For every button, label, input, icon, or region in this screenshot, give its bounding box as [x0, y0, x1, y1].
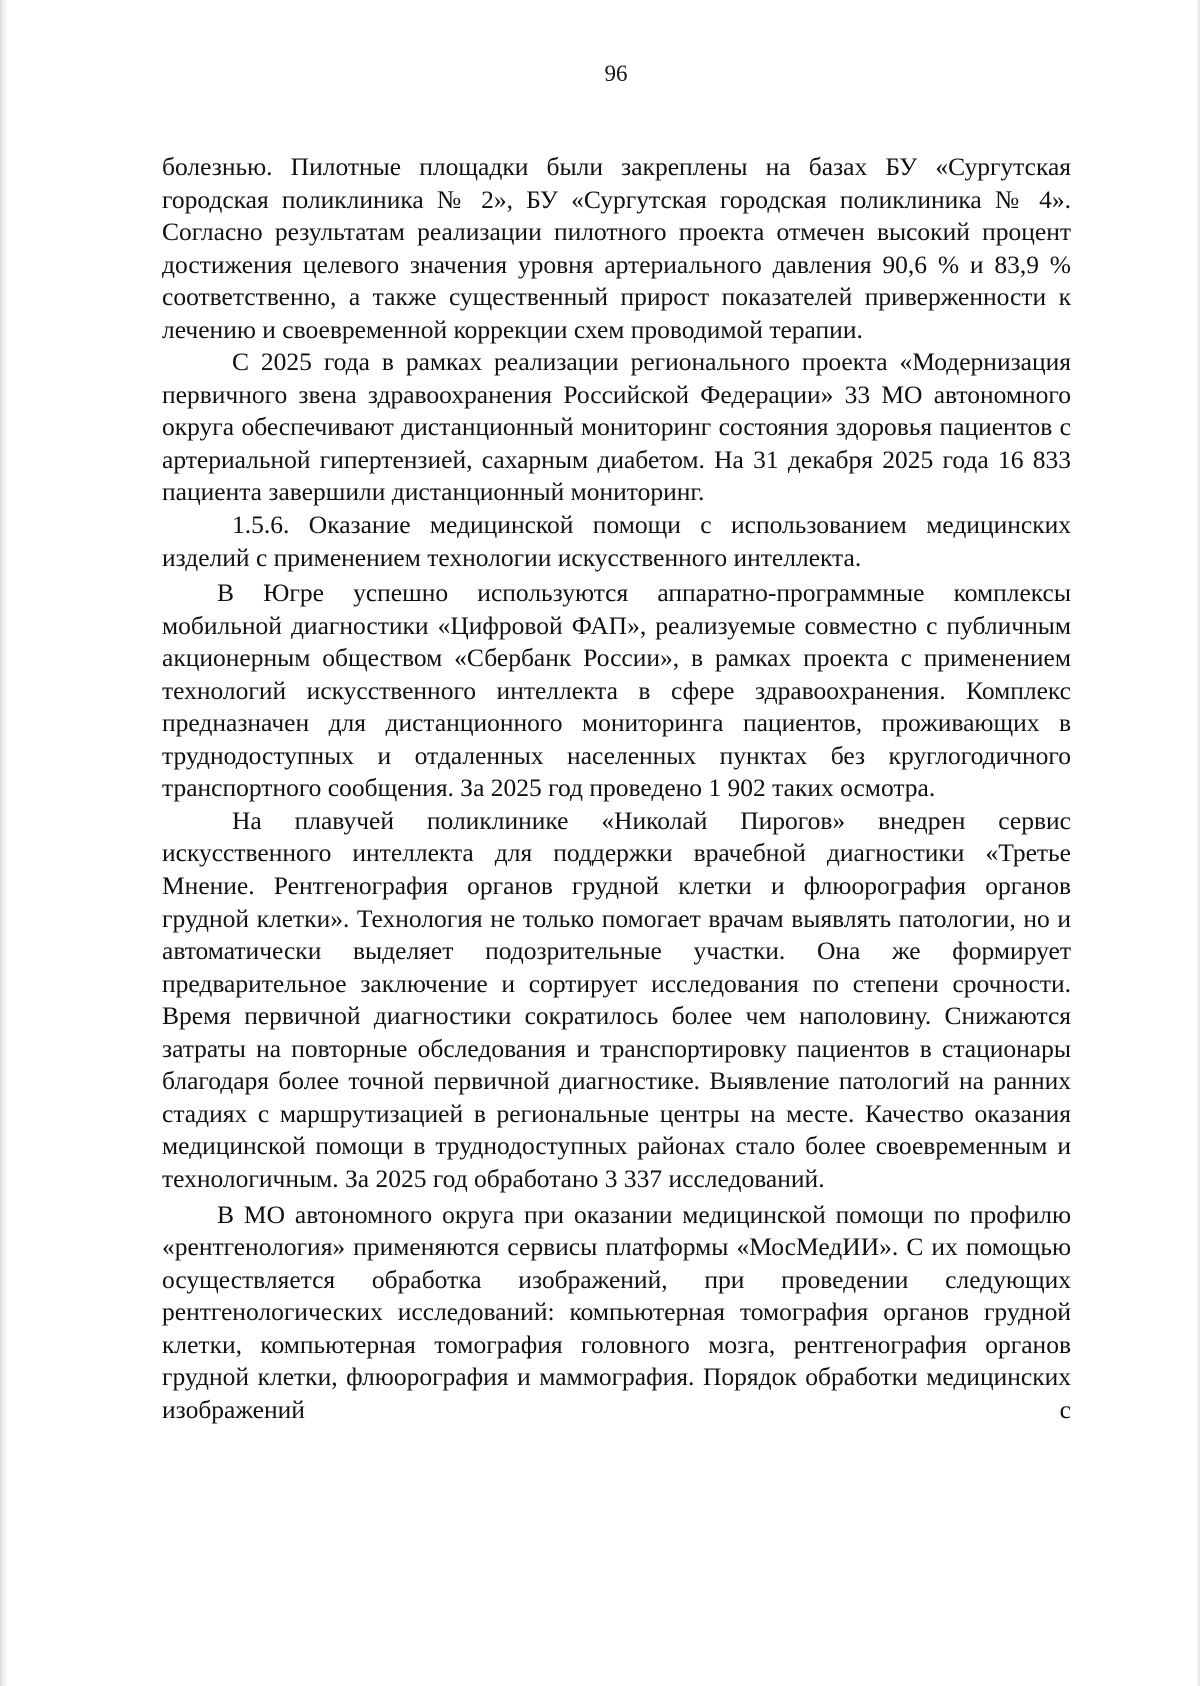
paragraph-mosmedii: В МО автономного округа при оказании медицинской помощи по профилю «рентгенология» применяются сервисы платформы «МосМедИИ». С их помощью осуществляется обработка изображений, при проведении следующих рентгенологических исследований: компьютерная томография органов грудной клетки, компьютерная томография головного мозга, рентгенография органов грудной клетки, флюорография и маммография. Порядок обработки медицинских изображений с — [162, 1199, 1071, 1424]
scan-edge-right — [1196, 0, 1200, 1686]
paragraph-pilot-results: болезнью. Пилотные площадки были закреплены на базах БУ «Сургутская городская поликлиника № 2», БУ «Сургутская городская поликлиника № 4». Согласно результатам реализации пилотного проекта отмечен высокий процент достижения целевого значения уровня артериального давления 90,6 % и 83,9 % соответственно, а также существенный прирост показателей приверженности к лечению и своевременной коррекции схем проводимой терапии. — [162, 152, 1071, 344]
paragraph-remote-monitoring: С 2025 года в рамках реализации регионального проекта «Модернизация первичного звена здравоохранения Российской Федерации» 33 МО автономного округа обеспечивают дистанционный мониторинг состояния здоровья пациентов с артериальной гипертензией, сахарным диабетом. На 31 декабря 2025 года 16 833 пациента завершили дистанционный мониторинг. — [162, 347, 1071, 507]
scan-edge-left — [0, 0, 9, 1686]
paragraph-floating-clinic: На плавучей поликлинике «Николай Пирогов» внедрен сервис искусственного интеллекта для поддержки врачебной диагностики «Третье Мнение. Рентгенография органов грудной клетки и флюорография органов грудной клетки». Технология не только помогает врачам выявлять патологии, но и автоматически выделяет подозрительные участки. Она же формирует предварительное заключение и сортирует исследования по степени срочности. Время первичной диагностики сократилось более чем наполовину. Снижаются затраты на повторные обследования и транспортировку пациентов в стационары благодаря более точной первичной диагностике. Выявление патологий на ранних стадиях с маршрутизацией в региональные центры на месте. Качество оказания медицинской помощи в труднодоступных районах стало более своевременным и технологичным. За 2025 год обработано 3 337 исследований. — [162, 805, 1071, 1193]
body-text — [162, 151, 1071, 1426]
paragraph-digital-fap: В Югре успешно используются аппаратно-программные комплексы мобильной диагностики «Цифровой ФАП», реализуемые совместно с публичным акционерным обществом «Сбербанк России», в рамках проекта с применением технологий искусственного интеллекта в сфере здравоохранения. Комплекс предназначен для дистанционного мониторинга пациентов, проживающих в труднодоступных и отдаленных населенных пунктах без круглогодичного транспортного сообщения. За 2025 год проведено 1 902 таких осмотра. — [162, 578, 1071, 803]
page-number: 96 — [604, 61, 628, 86]
section-heading-1-5-6: 1.5.6. Оказание медицинской помощи с использованием медицинских изделий с применением технологии искусственного интеллекта. — [162, 510, 1071, 572]
